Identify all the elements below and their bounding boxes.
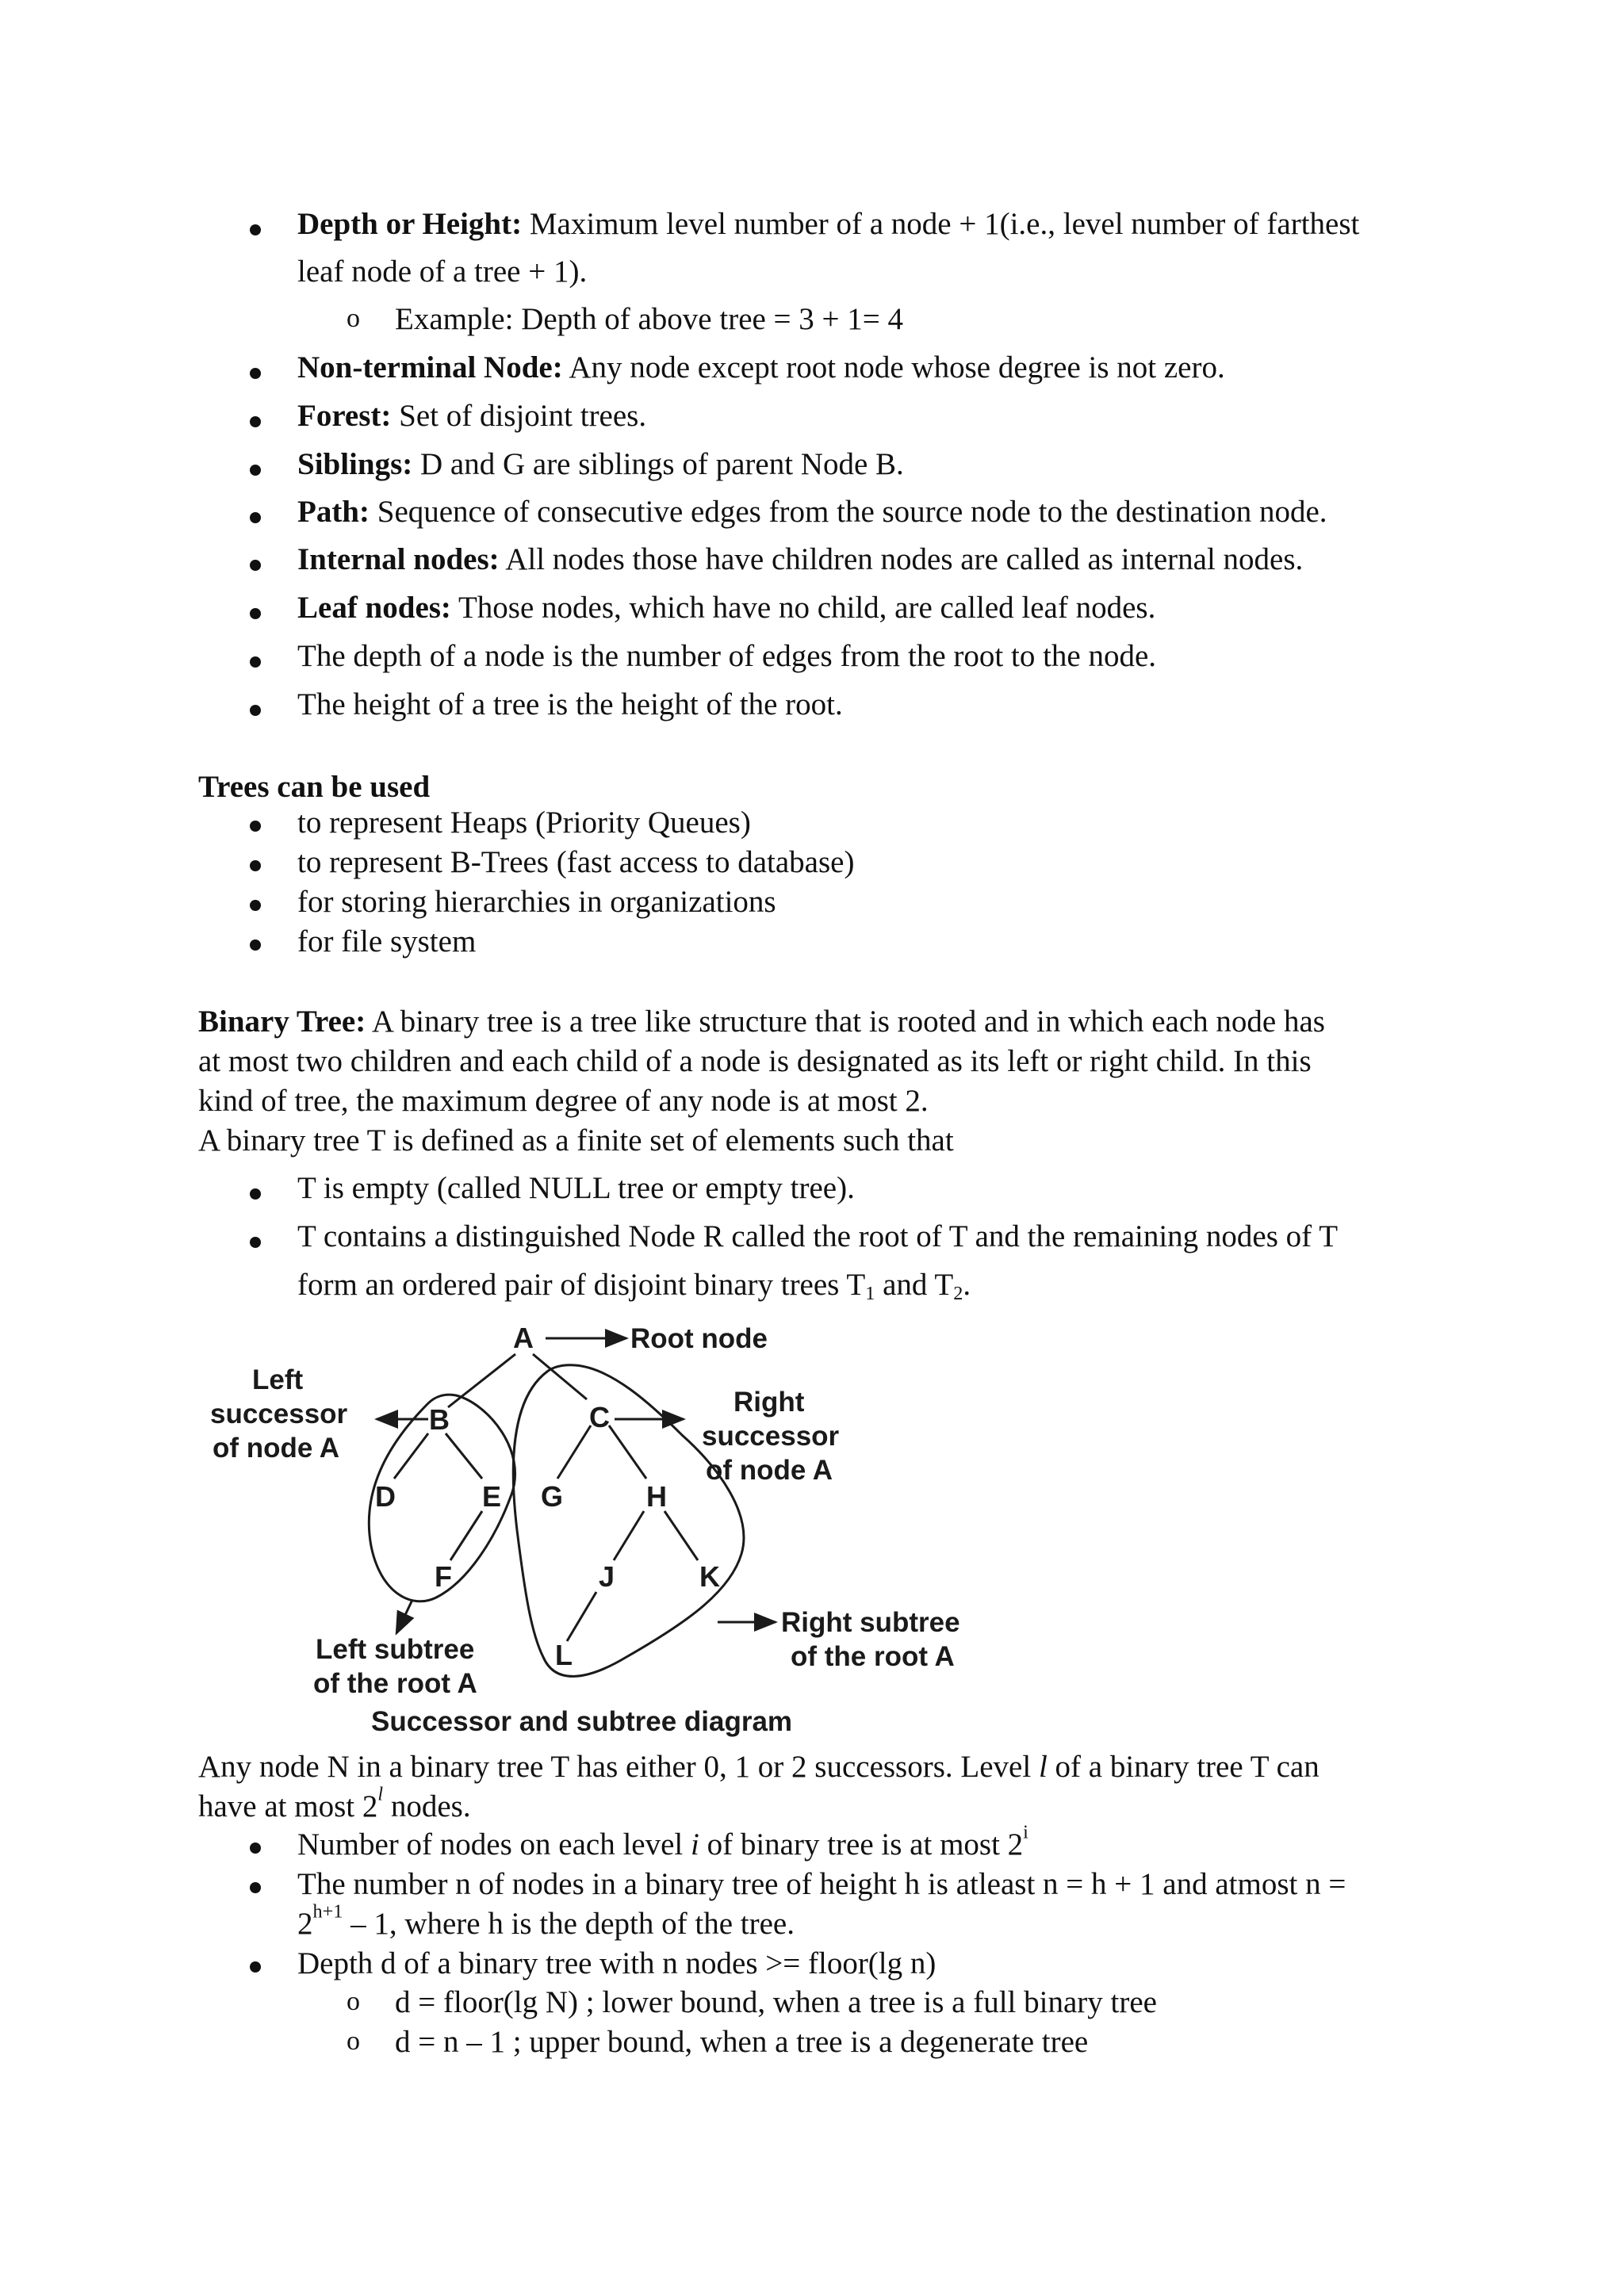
left-subtree-label-line1: Left subtree [316,1634,475,1665]
use-item: to represent Heaps (Priority Queues) [297,806,751,840]
bullet [250,1961,261,1973]
node-count-bounds-line1: The number n of nodes in a binary tree of height h is atleast n = h + 1 and atmost n = [297,1867,1346,1901]
right-successor-label-line2: successor [702,1421,840,1452]
depth-bound: Depth d of a binary tree with n nodes >= floor(lg n) [297,1946,936,1980]
node-a: A [513,1322,534,1354]
node-c: C [589,1401,610,1433]
node-b: B [429,1403,450,1436]
term-label: Non-terminal Node: [297,350,563,385]
term-definition: Any node except root node whose degree is not zero. [569,350,1225,385]
term-label: Siblings: [297,447,413,481]
edge-a-b [448,1354,515,1407]
right-successor-label-line3: of node A [706,1455,833,1486]
term-label: Internal nodes: [297,542,500,576]
left-subtree-label-line2: of the root A [313,1668,477,1699]
example-depth: Example: Depth of above tree = 3 + 1= 4 [395,302,904,336]
sub-bullet: o [347,1987,360,2016]
height-of-tree-statement: The height of a tree is the height of the root. [297,687,843,721]
figure-caption: Successor and subtree diagram [371,1706,793,1737]
term-depth-or-height-cont: leaf node of a tree + 1). [297,254,588,289]
binary-tree-definition: A binary tree T is defined as a finite set of elements such that [198,1123,954,1158]
depth-of-node-statement: The depth of a node is the number of edges from the root to the node. [297,639,1157,673]
node-j: J [599,1560,615,1593]
edge-b-d [394,1433,428,1479]
left-successor-label-line3: of node A [213,1433,340,1464]
right-subtree-outline [513,1365,744,1677]
edge-c-h [609,1425,646,1479]
term-label: Leaf nodes: [297,591,451,625]
node-g: G [541,1480,564,1513]
node-count-bounds-line2: $2^{h+1} - 1$, where h is the depth of the tree. [297,1900,795,1941]
edge-c-g [557,1425,591,1479]
node-l: L [555,1639,573,1671]
uses-heading: Trees can be used [198,770,431,804]
upper-bound: d = n – 1 ; upper bound, when a tree is a degenerate tree [395,2025,1089,2059]
edge-h-k [665,1511,698,1560]
term-label: Binary Tree: [198,1004,366,1039]
node-h: H [646,1480,667,1513]
term-definition: Set of disjoint trees. [399,399,647,433]
successors-paragraph-line1: Any node N in a binary tree T has either 0, 1 or 2 successors. Level l of a binary tree T can [198,1750,1320,1784]
edge-b-e [446,1433,482,1479]
sub-bullet: o [347,304,360,333]
binary-tree-bullet-empty: T is empty (called NULL tree or empty tree). [297,1171,855,1205]
term-definition: All nodes those have children nodes are called as internal nodes. [505,542,1304,576]
use-item: for storing hierarchies in organizations [297,885,776,919]
term-definition: D and G are siblings of parent Node B. [420,447,904,481]
binary-tree-bullet-root: T contains a distinguished Node R called the root of T and the remaining nodes of T [297,1219,1339,1253]
binary-tree-para-line3: kind of tree, the maximum degree of any node is at most 2. [198,1084,929,1118]
node-f: F [435,1560,452,1593]
right-successor-label-line1: Right [733,1387,805,1418]
edge-h-j [614,1511,644,1560]
term-definition: Those nodes, which have no child, are called leaf nodes. [458,591,1156,625]
binary-tree-para-line1: Binary Tree: A binary tree is a tree like structure that is rooted and in which each node has [198,1004,1325,1039]
node-d: D [375,1480,396,1513]
edge-e-f [450,1511,482,1560]
term-label: Forest: [297,399,392,433]
edge-j-l [567,1592,596,1641]
left-subtree-arrow [396,1600,412,1633]
lower-bound: d = floor(lg N) ; lower bound, when a tree is a full binary tree [395,1985,1157,2019]
node-e: E [482,1480,502,1513]
term-label: Path: [297,495,370,529]
right-subtree-label-line2: of the root A [791,1641,955,1672]
binary-tree-para-line2: at most two children and each child of a node is designated as its left or right child. In this [198,1044,1312,1078]
use-item: for file system [297,924,477,959]
nodes-per-level: Number of nodes on each level i of binary tree is at most 2$^i$ [297,1821,1028,1862]
term-definition: Maximum level number of a node + 1(i.e., level number of farthest [529,207,1360,241]
successors-paragraph-line2: have at most 2$^l$ nodes. [198,1783,471,1823]
left-successor-label-line2: successor [210,1399,348,1429]
root-node-label: Root node [630,1323,768,1354]
term-definition: Sequence of consecutive edges from the source node to the destination node. [377,495,1327,529]
node-k: K [699,1560,720,1593]
bullet [250,1843,261,1854]
left-successor-label-line1: Left [252,1364,304,1395]
term-label: Depth or Height: [297,207,523,241]
use-item: to represent B-Trees (fast access to database) [297,845,855,879]
right-subtree-label-line1: Right subtree [781,1607,960,1638]
bullet [250,1882,261,1893]
sub-bullet: o [347,2026,360,2056]
binary-tree-bullet-root-cont: form an ordered pair of disjoint binary trees $T_1$ and $T_2$. [297,1268,971,1305]
